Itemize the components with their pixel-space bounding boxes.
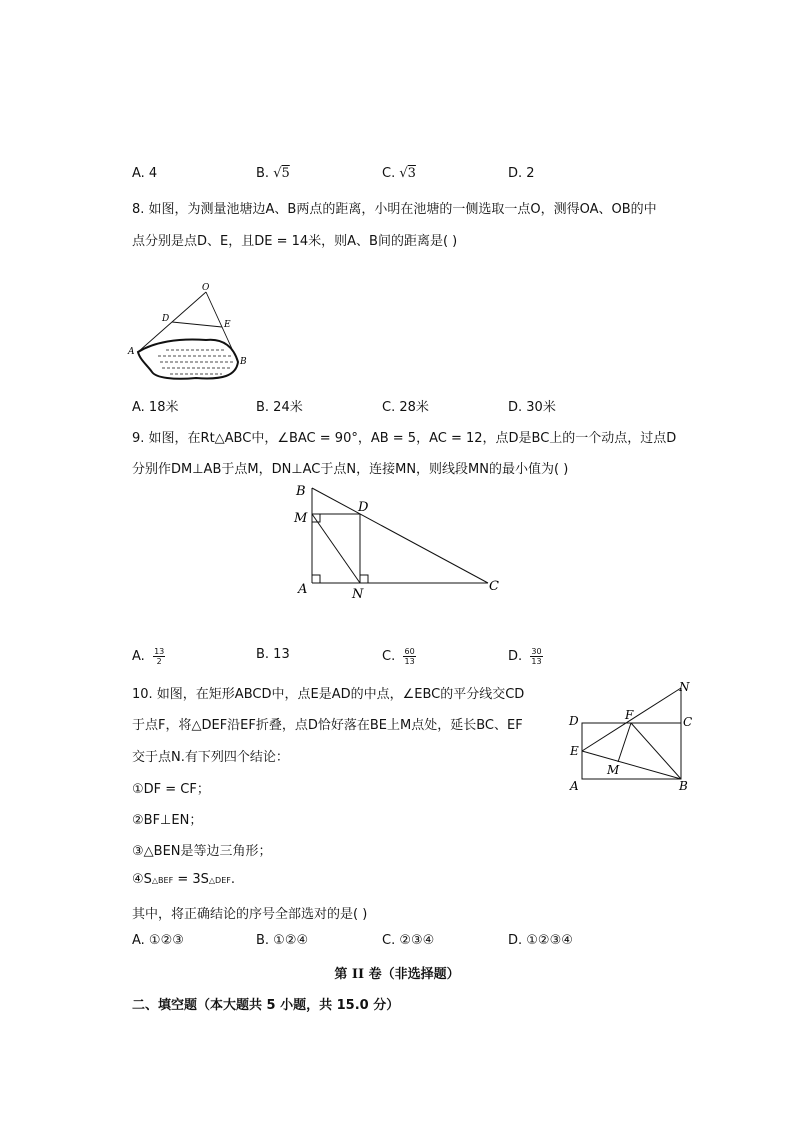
- q10-stem-line1: 10. 如图，在矩形ABCD中，点E是AD的中点，∠EBC的平分线交CD: [132, 687, 525, 702]
- q10-label-b: B: [679, 779, 688, 793]
- q8-label-d: D: [162, 314, 170, 324]
- q10-label-c: C: [683, 715, 693, 729]
- q9-label-m: M: [294, 511, 308, 526]
- q10-conclusion-3: ③△BEN是等边三角形；: [132, 844, 272, 859]
- q10-label-m: M: [607, 763, 620, 777]
- q7-option-a: A. 4: [132, 166, 158, 181]
- q7-option-c: C. √3: [382, 166, 416, 181]
- q9-label-n: N: [352, 587, 364, 602]
- q9-option-d: D. $\frac{30}{13}$: [508, 647, 542, 666]
- q10-label-n: N: [679, 680, 690, 694]
- q8-option-c: C. 28米: [382, 400, 429, 415]
- q10-option-a: A. ①②③: [132, 933, 184, 948]
- q8-option-b: B. 24米: [256, 400, 303, 415]
- q8-label-b: B: [240, 357, 247, 367]
- q10-conclusion-1: ①DF = CF；: [132, 782, 210, 797]
- q7-option-d: D. 2: [508, 166, 535, 181]
- q8-label-e: E: [224, 320, 231, 330]
- q10-option-b: B. ①②④: [256, 933, 309, 948]
- section-title: 第 II 卷（非选择题）: [334, 967, 460, 982]
- q8-option-a: A. 18米: [132, 400, 179, 415]
- q9-option-a: A. $\frac{13}{2}$: [132, 647, 165, 666]
- q8-label-a: A: [128, 347, 135, 357]
- q10-label-e: E: [570, 744, 579, 758]
- q10-label-d: D: [569, 714, 579, 728]
- q8-stem-line2: 点分别是点D、E，且DE = 14米，则A、B间的距离是( ): [132, 234, 458, 249]
- q9-options: [132, 644, 692, 670]
- q10-option-c: C. ②③④: [382, 933, 435, 948]
- q10-options: [132, 933, 692, 953]
- q10-stem-line2: 于点F，将△DEF沿EF折叠，点D恰好落在BE上M点处，延长BC、EF: [132, 718, 523, 733]
- q9-stem-line1: 9. 如图，在Rt△ABC中，∠BAC = 90°，AB = 5，AC = 12，点D是BC上的一个动点，过点D: [132, 431, 677, 446]
- q10-figure: [565, 678, 700, 798]
- q9-label-c: C: [489, 579, 499, 594]
- q9-label-a: A: [298, 582, 308, 597]
- q9-option-c: C. $\frac{60}{13}$: [382, 647, 415, 666]
- section-heading-fill-in: 二、填空题（本大题共 5 小题，共 15.0 分）: [132, 998, 400, 1013]
- q8-label-o: O: [202, 283, 210, 293]
- q9-label-b: B: [296, 484, 306, 499]
- q8-options: [132, 396, 692, 416]
- q8-figure: [126, 280, 256, 390]
- q9-option-b: B. 13: [256, 647, 290, 662]
- q8-stem-line1: 8. 如图，为测量池塘边A、B两点的距离，小明在池塘的一侧选取一点O，测得OA、OB的中: [132, 202, 657, 217]
- q7-options: [132, 166, 692, 186]
- q8-option-d: D. 30米: [508, 400, 556, 415]
- q7-option-b: B. √5: [256, 166, 290, 181]
- q10-stem-line3: 交于点N.有下列四个结论：: [132, 750, 289, 765]
- q10-conclusion-4: ④S△BEF = 3S△DEF.: [132, 872, 235, 887]
- q9-figure: [290, 480, 510, 602]
- q10-conclusion-2: ②BF⊥EN；: [132, 813, 203, 828]
- q9-stem-line2: 分别作DM⊥AB于点M，DN⊥AC于点N，连接MN，则线段MN的最小值为( ): [132, 462, 569, 477]
- q10-question: 其中，将正确结论的序号全部选对的是( ): [132, 907, 368, 922]
- q9-label-d: D: [358, 500, 369, 515]
- q10-option-d: D. ①②③④: [508, 933, 573, 948]
- q10-label-a: A: [570, 779, 579, 793]
- q10-label-f: F: [625, 708, 634, 722]
